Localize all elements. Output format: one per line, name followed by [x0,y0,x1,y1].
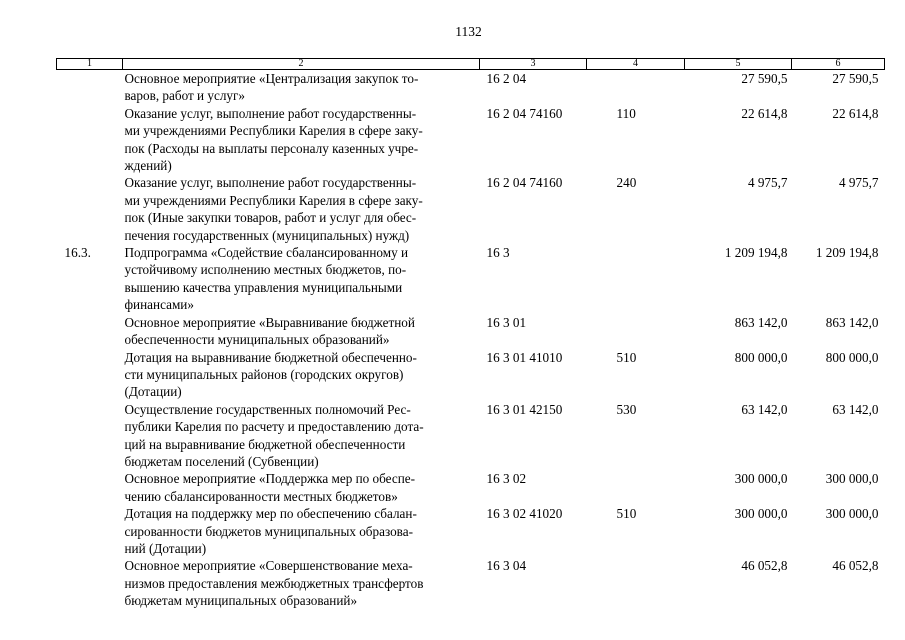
row-amount-col5: 22 614,8 [741,105,788,121]
row-name [123,349,480,401]
row-name-line: пок (Иные закупки товаров, работ и услуг для обес- [124,210,417,226]
row-name-line: чению сбалансированности местных бюджетов» [124,488,398,504]
row-name-line: бюджетам поселений (Субвенции) [124,453,319,469]
row-name-line: вышению качества управления муниципальными [124,279,403,295]
table-row [57,105,885,175]
row-name-line: Основное мероприятие «Централизация закупок то- [124,71,419,86]
table-row [57,349,885,401]
row-expense-type: 530 [616,401,637,417]
row-amount-col6: 22 614,8 [832,105,879,121]
row-expense-type [587,470,685,505]
row-expense-type [587,557,685,609]
row-name-line: ми учреждениями Республики Карелия в сфере заку- [124,123,423,139]
row-number [57,174,123,244]
row-amount-col6: 300 000,0 [825,506,879,522]
table-row [57,70,885,105]
row-name-line: Основное мероприятие «Поддержка мер по обеспе- [124,471,416,487]
row-name [123,470,480,505]
row-expense-type [587,244,685,314]
row-name-line: ний (Дотации) [124,540,207,556]
row-number [57,505,123,557]
row-name-line: обеспеченности муниципальных образований» [124,332,390,348]
table-row [57,557,885,609]
table-row [57,470,885,505]
row-target-code: 16 3 02 [486,471,527,487]
row-number [57,314,123,349]
row-name-line: Оказание услуг, выполнение работ государственны- [124,105,417,121]
row-amount-col5: 300 000,0 [734,506,788,522]
row-name-line: печения государственных (муниципальных) нужд) [124,227,410,243]
table-row [57,314,885,349]
row-target-code: 16 3 [486,245,510,261]
row-target-code: 16 3 01 41010 [486,349,563,365]
row-expense-type: 510 [616,349,637,365]
row-target-code: 16 3 04 [486,558,527,574]
row-expense-type: 240 [616,175,637,191]
row-name [123,174,480,244]
row-number: 16.3. [64,245,91,261]
row-amount-col6: 1 209 194,8 [815,245,879,261]
row-amount-col6: 63 142,0 [832,401,879,417]
row-target-code: 16 3 02 41020 [486,506,563,522]
row-name-line: Основное мероприятие «Выравнивание бюджетной [124,314,415,330]
row-name-line: Дотация на выравнивание бюджетной обеспеченно- [124,349,417,365]
row-name-line: устойчивому исполнению местных бюджетов, по- [124,262,407,278]
row-name-line: бюджетам муниципальных образований» [124,593,358,609]
row-name-line: сти муниципальных районов (городских округов) [124,366,404,382]
budget-table [56,58,885,610]
row-name [123,557,480,609]
row-name [123,70,480,105]
row-amount-col5: 800 000,0 [734,349,788,365]
row-name-line: финансами» [124,297,194,313]
row-target-code: 16 2 04 74160 [486,175,563,191]
table-row [57,244,885,314]
column-header-4: 4 [587,59,685,70]
row-amount-col6: 46 052,8 [832,558,879,574]
row-name-line: пок (Расходы на выплаты персоналу казенных учре- [124,140,419,156]
row-expense-type: 110 [616,105,636,121]
row-number [57,105,123,175]
row-amount-col5: 27 590,5 [741,71,788,86]
column-header-1: 1 [57,59,123,70]
row-name-line: Осуществление государственных полномочий Рес- [124,401,411,417]
row-target-code: 16 3 01 42150 [486,401,563,417]
table-row [57,505,885,557]
row-name [123,505,480,557]
row-number [57,70,123,105]
row-expense-type: 510 [616,506,637,522]
row-name-line: Основное мероприятие «Совершенствование меха- [124,558,413,574]
row-number [57,470,123,505]
table-row [57,401,885,471]
row-amount-col5: 1 209 194,8 [724,245,788,261]
row-amount-col6: 4 975,7 [838,175,879,191]
row-amount-col6: 800 000,0 [825,349,879,365]
column-header-2: 2 [123,59,480,70]
row-target-code: 16 2 04 [486,71,527,86]
page-number: 1132 [455,24,482,39]
row-amount-col5: 863 142,0 [734,314,788,330]
column-header-5: 5 [685,59,792,70]
row-target-code: 16 2 04 74160 [486,105,563,121]
row-name-line: публики Карелия по расчету и предоставлению дота- [124,419,424,435]
row-name-line: сированности бюджетов муниципальных образова- [124,523,413,539]
row-name-line: Подпрограмма «Содействие сбалансированному и [124,245,409,261]
table-body [57,70,885,610]
row-name-line: Оказание услуг, выполнение работ государственны- [124,175,417,191]
row-name-line: ций на выравнивание бюджетной обеспеченности [124,436,406,452]
row-name-line: варов, работ и услуг» [124,88,246,104]
row-target-code: 16 3 01 [486,314,527,330]
row-name [123,314,480,349]
table-row [57,174,885,244]
column-header-3: 3 [480,59,587,70]
row-name-line: (Дотации) [124,384,182,400]
row-name [123,401,480,471]
row-name [123,244,480,314]
column-header-6: 6 [792,59,885,70]
row-number [57,401,123,471]
row-number [57,349,123,401]
row-expense-type [587,70,685,105]
row-name-line: низмов предоставления межбюджетных трансфертов [124,575,424,591]
row-number [57,557,123,609]
table-header [57,59,885,70]
row-expense-type [587,314,685,349]
row-amount-col5: 46 052,8 [741,558,788,574]
row-amount-col6: 300 000,0 [825,471,879,487]
row-name [123,105,480,175]
row-amount-col5: 4 975,7 [747,175,788,191]
row-name-line: ждений) [124,158,172,174]
row-amount-col5: 300 000,0 [734,471,788,487]
header-row [57,59,885,70]
row-amount-col6: 27 590,5 [832,71,879,86]
row-amount-col5: 63 142,0 [741,401,788,417]
row-name-line: Дотация на поддержку мер по обеспечению сбалан- [124,506,417,522]
row-name-line: ми учреждениями Республики Карелия в сфере заку- [124,192,423,208]
row-amount-col6: 863 142,0 [825,314,879,330]
